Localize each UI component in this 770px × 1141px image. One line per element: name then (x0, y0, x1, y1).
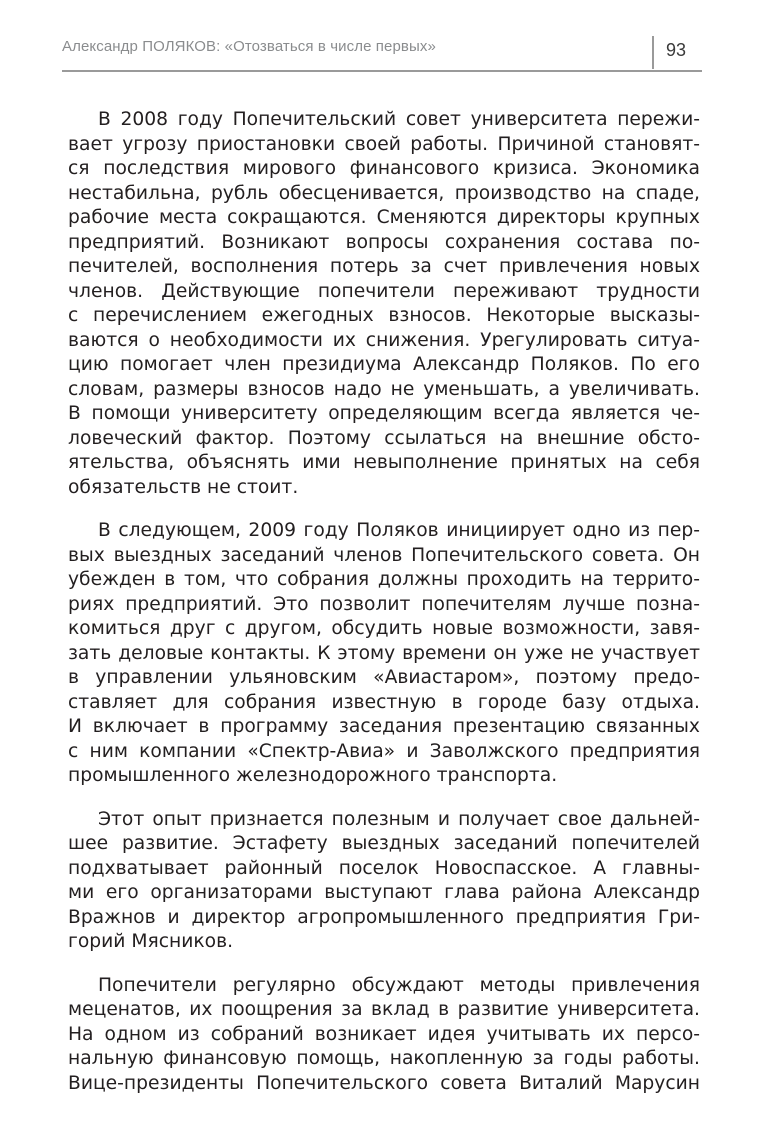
text-line: подхватывает районный поселок Новоспасское. А главны- (68, 857, 700, 879)
text-line: словам, размеры взносов надо не уменьшать, а увеличивать. (68, 378, 700, 400)
text-line: предприятий. Возникают вопросы сохранения состава по- (68, 231, 700, 253)
text-line: с ним компании «Спектр-Авиа» и Заволжского предприятия (68, 740, 700, 762)
text-line: печителей, восполнения потерь за счет привлечения новых (68, 256, 700, 277)
text-line: членов. Действующие попечители переживают трудности (68, 280, 700, 302)
text-line: вых выездных заседаний членов Попечительского совета. Он (68, 544, 700, 566)
text-line: промышленного железнодорожного транспорта. (68, 765, 558, 786)
text-line: в управлении ульяновским «Авиастаром», поэтому предо- (68, 667, 700, 688)
text-line: ми его организаторами выступают глава района Александр (68, 882, 700, 903)
text-line: зать деловые контакты. К этому времени он уже не участвует (68, 642, 700, 664)
text-line: В следующем, 2009 году Поляков инициирует одно из пер- (98, 520, 700, 541)
text-line: Вражнов и директор агропромышленного предприятия Гри- (68, 906, 700, 928)
page-number-divider (652, 36, 654, 69)
text-line: ловеческий фактор. Поэтому ссылаться на внешние обсто- (68, 427, 700, 449)
running-header-title: Александр ПОЛЯКОВ: «Отозваться в числе первых» (62, 38, 436, 55)
text-line: В 2008 году Попечительский совет университета пережи- (98, 109, 700, 130)
text-line: ятельства, объяснять ими невыполнение принятых на себя (68, 452, 700, 473)
text-line: нестабильна, рубль обесценивается, производство на спаде, (68, 182, 700, 204)
text-line: Этот опыт признается полезным и получает свое дальней- (98, 808, 700, 830)
paragraph-3 (68, 808, 700, 955)
text-line: риях предприятий. Это позволит попечителям лучше позна- (68, 593, 700, 615)
header-rule (62, 70, 702, 72)
text-line: цию помогает член президиума Александр Поляков. По его (68, 354, 700, 375)
text-line: Вице-президенты Попечительского совета Виталий Марусин (68, 1072, 700, 1094)
text-line: ставляет для собрания известную в городе базу отдыха. (68, 691, 700, 713)
text-line: И включает в программу заседания презентацию связанных (68, 716, 700, 737)
text-line: Попечители регулярно обсуждают методы привлечения (98, 974, 700, 996)
text-line: рабочие места сокращаются. Сменяются директоры крупных (68, 207, 700, 228)
body-text (68, 108, 700, 1096)
text-line: шее развитие. Эстафету выездных заседаний попечителей (68, 833, 700, 854)
text-line: меценатов, их поощрения за вклад в развитие университета. (68, 999, 700, 1020)
text-line: На одном из собраний возникает идея учитывать их персо- (68, 1023, 700, 1045)
text-line: горий Мясников. (68, 931, 234, 952)
paragraph-2 (68, 519, 700, 789)
text-line: с перечислением ежегодных взносов. Некоторые высказы- (68, 305, 700, 326)
paragraph-4 (68, 974, 700, 1097)
text-line: вает угрозу приостановки своей работы. Причиной становят- (68, 133, 700, 155)
text-line: ваются о необходимости их снижения. Урегулировать ситуа- (68, 329, 700, 351)
text-line: комиться друг с другом, обсудить новые возможности, завя- (68, 618, 700, 639)
text-line: В помощи университету определяющим всегда является че- (68, 403, 700, 424)
paragraph-1 (68, 108, 700, 500)
text-line: ся последствия мирового финансового кризиса. Экономика (68, 158, 700, 179)
text-line: обязательств не стоит. (68, 476, 299, 498)
text-line: нальную финансовую помощь, накопленную за годы работы. (68, 1048, 700, 1069)
page-number: 93 (666, 40, 687, 60)
text-line: убежден в том, что собрания должны проходить на террито- (68, 569, 700, 590)
